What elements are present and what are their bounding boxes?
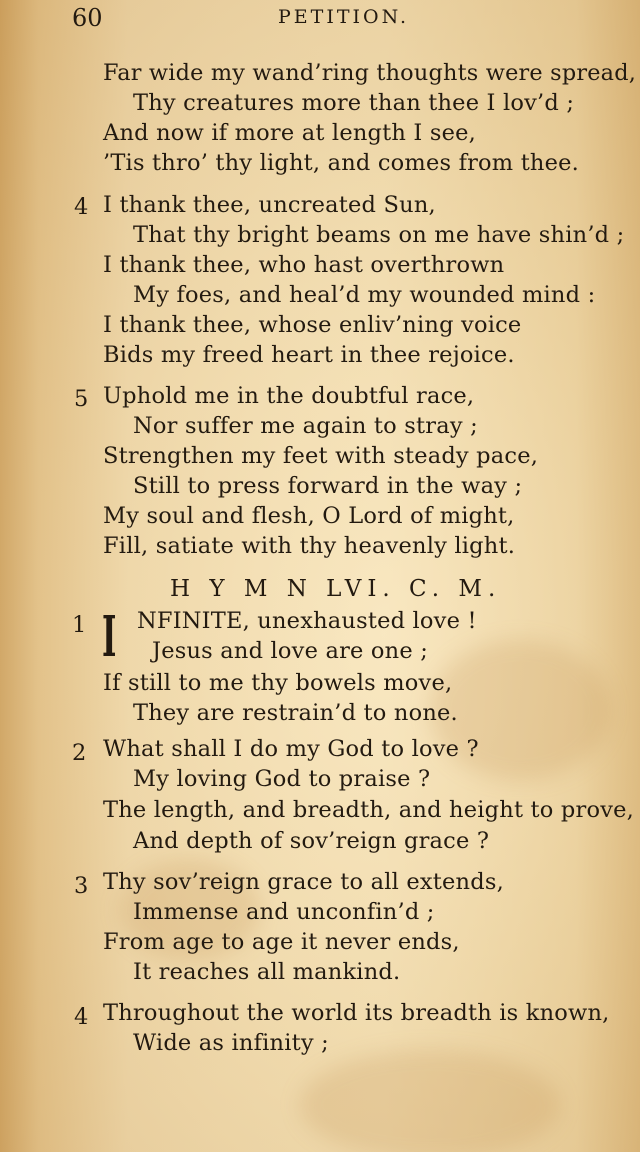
verse-line: Throughout the world its breadth is known, [103, 1000, 610, 1026]
stanza-number: 5 [74, 386, 89, 412]
drop-cap: I [102, 604, 117, 670]
verse-line: The length, and breadth, and height to prove, [103, 797, 634, 823]
verse-line: Strengthen my feet with steady pace, [103, 443, 539, 469]
verse-line: Uphold me in the doubtful race, [103, 383, 475, 409]
verse-number: 2 [72, 740, 87, 766]
verse-line: If still to me thy bowels move, [103, 670, 453, 696]
verse-line: Thy creatures more than thee I lov’d ; [133, 90, 575, 116]
running-title: PETITION. [278, 6, 410, 28]
verse-line: I thank thee, uncreated Sun, [103, 192, 436, 218]
verse-line: Immense and unconfin’d ; [133, 899, 435, 925]
verse-line: Thy sov’reign grace to all extends, [103, 869, 504, 895]
verse-line: My foes, and heal’d my wounded mind : [133, 282, 596, 308]
verse-number: 4 [74, 1004, 89, 1030]
verse-line: It reaches all mankind. [133, 959, 401, 985]
verse-line: Nor suffer me again to stray ; [133, 413, 478, 439]
hymn-title: H Y M N LVI. C. M. [170, 576, 502, 602]
verse-line: ’Tis thro’ thy light, and comes from thee. [103, 150, 580, 176]
verse-line: From age to age it never ends, [103, 929, 460, 955]
verse-line: NFINITE, unexhausted love ! [137, 608, 477, 634]
page-number: 60 [72, 4, 103, 32]
verse-line: Wide as infinity ; [133, 1030, 329, 1056]
verse-number: 1 [72, 612, 87, 638]
verse-line: And now if more at length I see, [103, 120, 476, 146]
verse-line: They are restrain’d to none. [133, 700, 458, 726]
verse-line: Far wide my wand’ring thoughts were spread, [103, 60, 637, 86]
verse-line: Bids my freed heart in thee rejoice. [103, 342, 515, 368]
verse-line: Jesus and love are one ; [152, 638, 428, 664]
verse-line: Still to press forward in the way ; [133, 473, 523, 499]
verse-line: That thy bright beams on me have shin’d ; [133, 222, 625, 248]
paper-stain [300, 1050, 560, 1152]
verse-line: Fill, satiate with thy heavenly light. [103, 533, 516, 559]
verse-line: I thank thee, whose enliv’ning voice [103, 312, 522, 338]
verse-number: 3 [74, 873, 89, 899]
verse-line: I thank thee, who hast overthrown [103, 252, 505, 278]
verse-line: And depth of sov’reign grace ? [133, 828, 490, 854]
stanza-number: 4 [74, 194, 89, 220]
verse-line: My soul and flesh, O Lord of might, [103, 503, 515, 529]
verse-line: What shall I do my God to love ? [103, 736, 479, 762]
verse-line: My loving God to praise ? [133, 766, 431, 792]
